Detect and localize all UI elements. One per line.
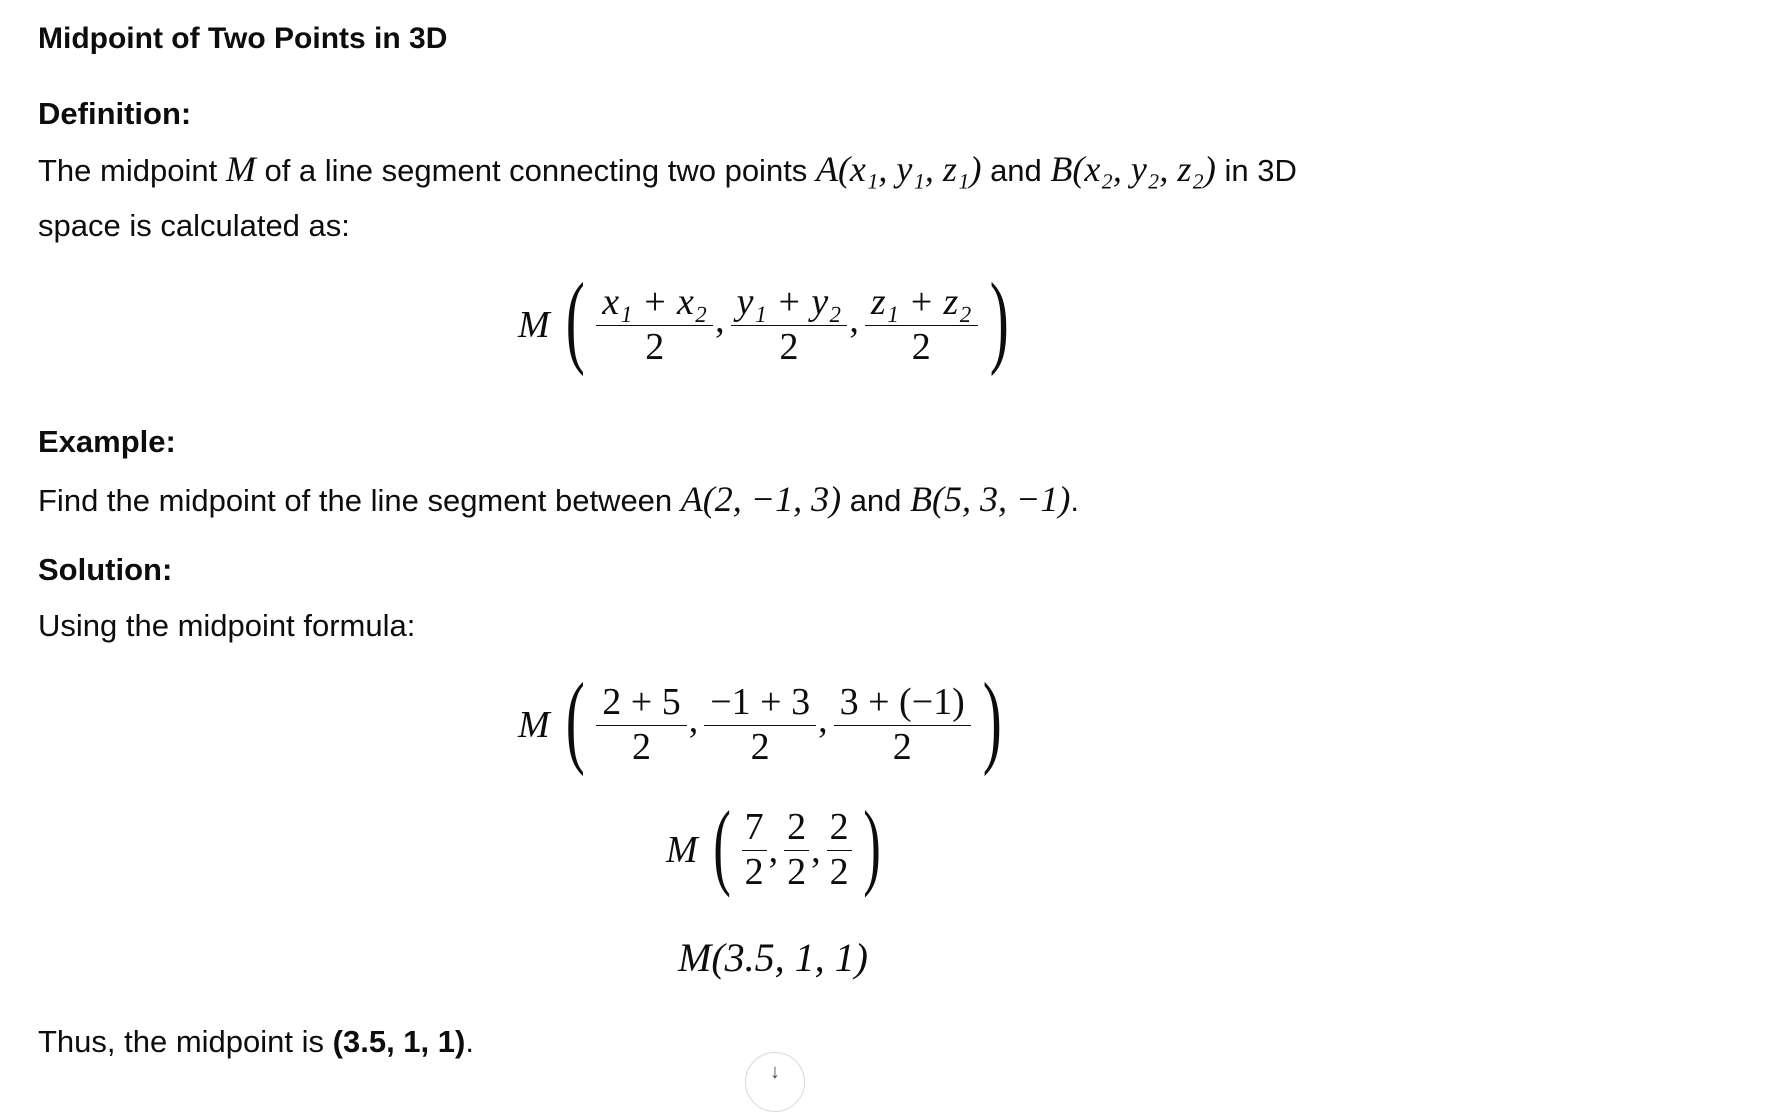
- solution-step-2: M ( $\frac{7}{2}$ , $\frac{2}{2}$ , $\frac{2}{2}$ ): [666, 791, 881, 899]
- page-title: Midpoint of Two Points in 3D: [38, 22, 448, 55]
- arrow-down-icon: ↓: [770, 1061, 780, 1083]
- definition-text-line-1: The midpoint M of a line segment connecting two points A(x₁, y₁, z₁) and B(x₂, y₂, z₂) in 3D: [38, 149, 1297, 189]
- solution-step-1: M ( $\frac{2 + 5}{2}$ , $\frac{-1 + 3}{2}$ , $\frac{3 + (-1)}{2}$ ): [518, 662, 1002, 777]
- definition-heading: Definition:: [38, 96, 192, 131]
- scroll-down-button[interactable]: [745, 1052, 805, 1112]
- solution-intro: Using the midpoint formula:: [38, 608, 416, 643]
- solution-step-3: M(3.5, 1, 1): [678, 935, 868, 980]
- definition-text-line-2: space is calculated as:: [38, 208, 350, 243]
- conclusion: Thus, the midpoint is (3.5, 1, 1).: [38, 1024, 474, 1059]
- example-heading: Example:: [38, 424, 176, 459]
- solution-heading: Solution:: [38, 552, 173, 587]
- example-text: Find the midpoint of the line segment between A(2, −1, 3) and B(5, 3, −1).: [38, 479, 1079, 519]
- midpoint-formula: M ( $\frac{\text{x₁ + x₂}}{2}$ , $\frac{\text{y₁ + y₂}}{2}$ , $\frac{\text{z₁ + z₂}}{2}$ ): [518, 262, 1009, 377]
